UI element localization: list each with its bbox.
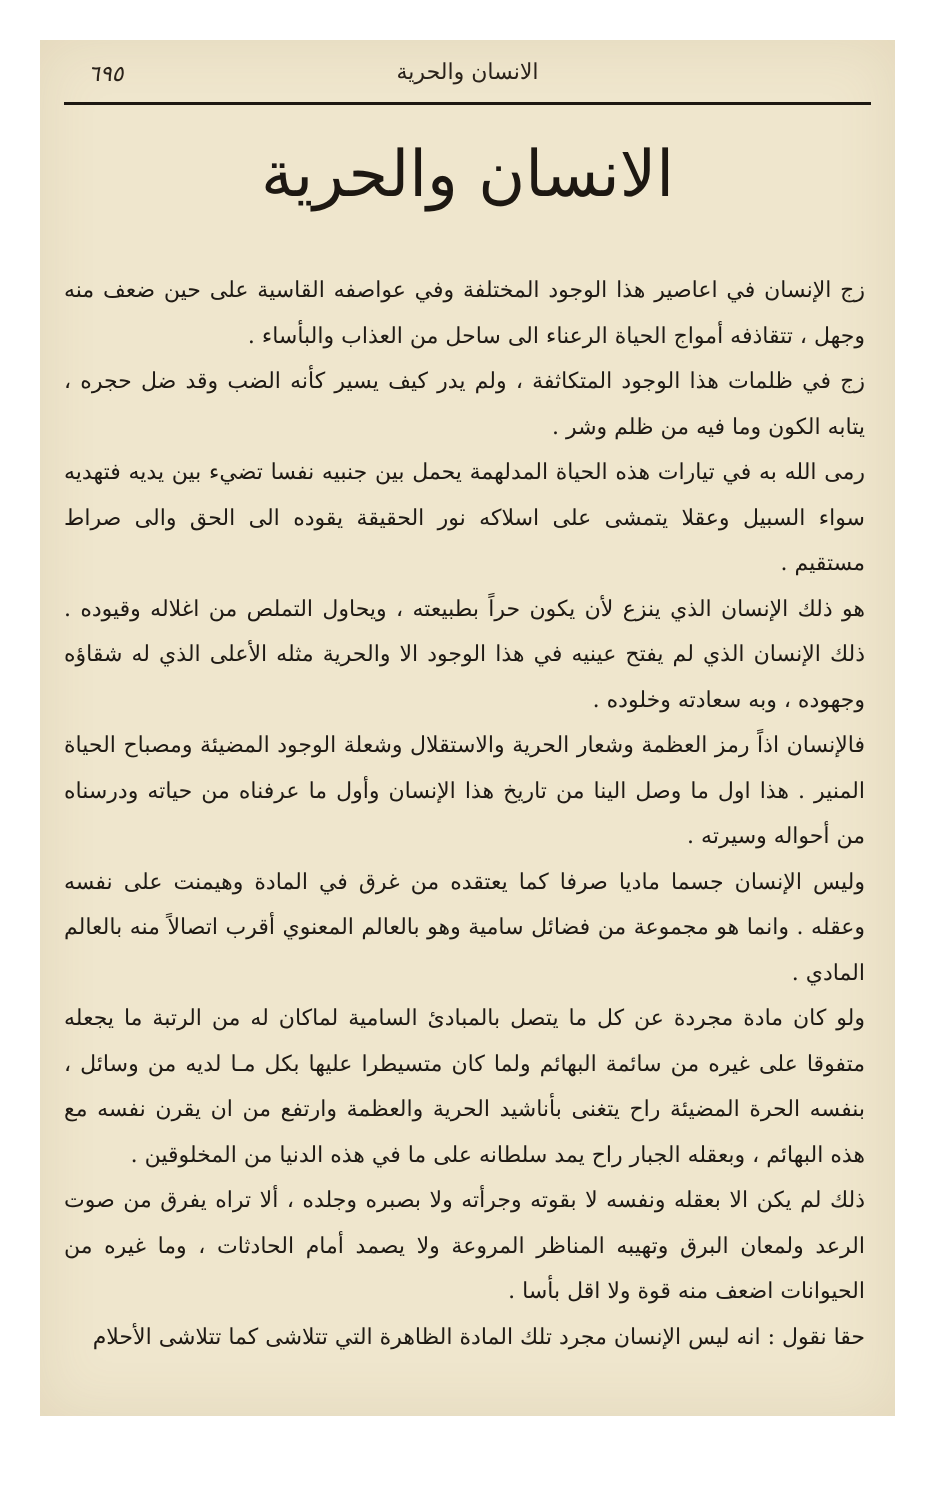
book-page	[40, 40, 895, 1416]
paragraph: فالإنسان اذاً رمز العظمة وشعار الحرية والاستقلال وشعلة الوجود المضيئة ومصباح الحياة المنير . هذا اول ما وصل الينا من تاريخ هذا الإنسان وأول ما عرفناه من حياته ودرسناه من أحواله وسيرته .	[64, 733, 865, 849]
paragraph: ذلك لم يكن الا بعقله ونفسه لا بقوته وجرأته ولا بصبره وجلده ، ألا تراه يفرق من صوت الرعد ولمعان البرق وتهيبه المناظر المروعة ولا يصمد أمام الحادثات ، وما غيره من الحيوانات اضعف منه قوة ولا اقل بأسا .	[64, 1188, 866, 1304]
paragraph: وليس الإنسان جسما ماديا صرفا كما يعتقده من غرق في المادة وهيمنت على نفسه وعقله . وانما هو مجموعة من فضائل سامية وهو بالعالم المعنوي أقرب اتصالاً منه بالعالم المادي .	[64, 869, 865, 986]
article-title: الانسان والحرية	[261, 138, 674, 212]
page-number: ٦٩٥	[88, 62, 124, 87]
paragraph: هو ذلك الإنسان الذي ينزع لأن يكون حراً بطبيعته ، ويحاول التملص من اغلاله وقيوده . ذلك الإنسان الذي لم يفتح عينيه في هذا الوجود الا والحرية مثله الأعلى الذي له شقاؤه وجهوده ، وبه سعادته وخلوده .	[64, 596, 865, 713]
page-header	[70, 58, 865, 98]
paragraph: زج الإنسان في اعاصير هذا الوجود المختلفة وفي عواصفه القاسية على حين ضعف منه وجهل ، تتقاذفه أمواج الحياة الرعناء الى ساحل من العذاب والبأساء .	[64, 278, 865, 349]
paragraph: حقا نقول : انه ليس الإنسان مجرد تلك المادة الظاهرة التي تتلاشى كما تتلاشى الأحلام	[92, 1324, 865, 1350]
header-rule	[64, 102, 871, 105]
paragraph: زج في ظلمات هذا الوجود المتكاثفة ، ولم يدر كيف يسير كأنه الضب وقد ضل حجره ، يتابه الكون وما فيه من ظلم وشر .	[64, 369, 865, 440]
running-head: الانسان والحرية	[396, 60, 539, 85]
article-body	[64, 268, 865, 1360]
paragraph: ولو كان مادة مجردة عن كل ما يتصل بالمبادئ السامية لماكان له من الرتبة ما يجعله متفوقا على غيره من سائمة البهائم ولما كان متسيطرا عليها بكل مـا لديه من وسائل ، بنفسه الحرة المضيئة راح يتغنى بأناشيد الحرية والعظمة وارتفع من ان يقرن نفسه مع هذه البهائم ، وبعقله الجبار راح يمد سلطانه على ما في هذه الدنيا من المخلوقين .	[64, 1006, 865, 1168]
paragraph: رمى الله به في تيارات هذه الحياة المدلهمة يحمل بين جنبيه نفسا تضيء بين يديه فتهديه سواء السبيل وعقلا يتمشى على اسلاكه نور الحقيقة يقوده الى الحق والى صراط مستقيم .	[64, 460, 865, 576]
